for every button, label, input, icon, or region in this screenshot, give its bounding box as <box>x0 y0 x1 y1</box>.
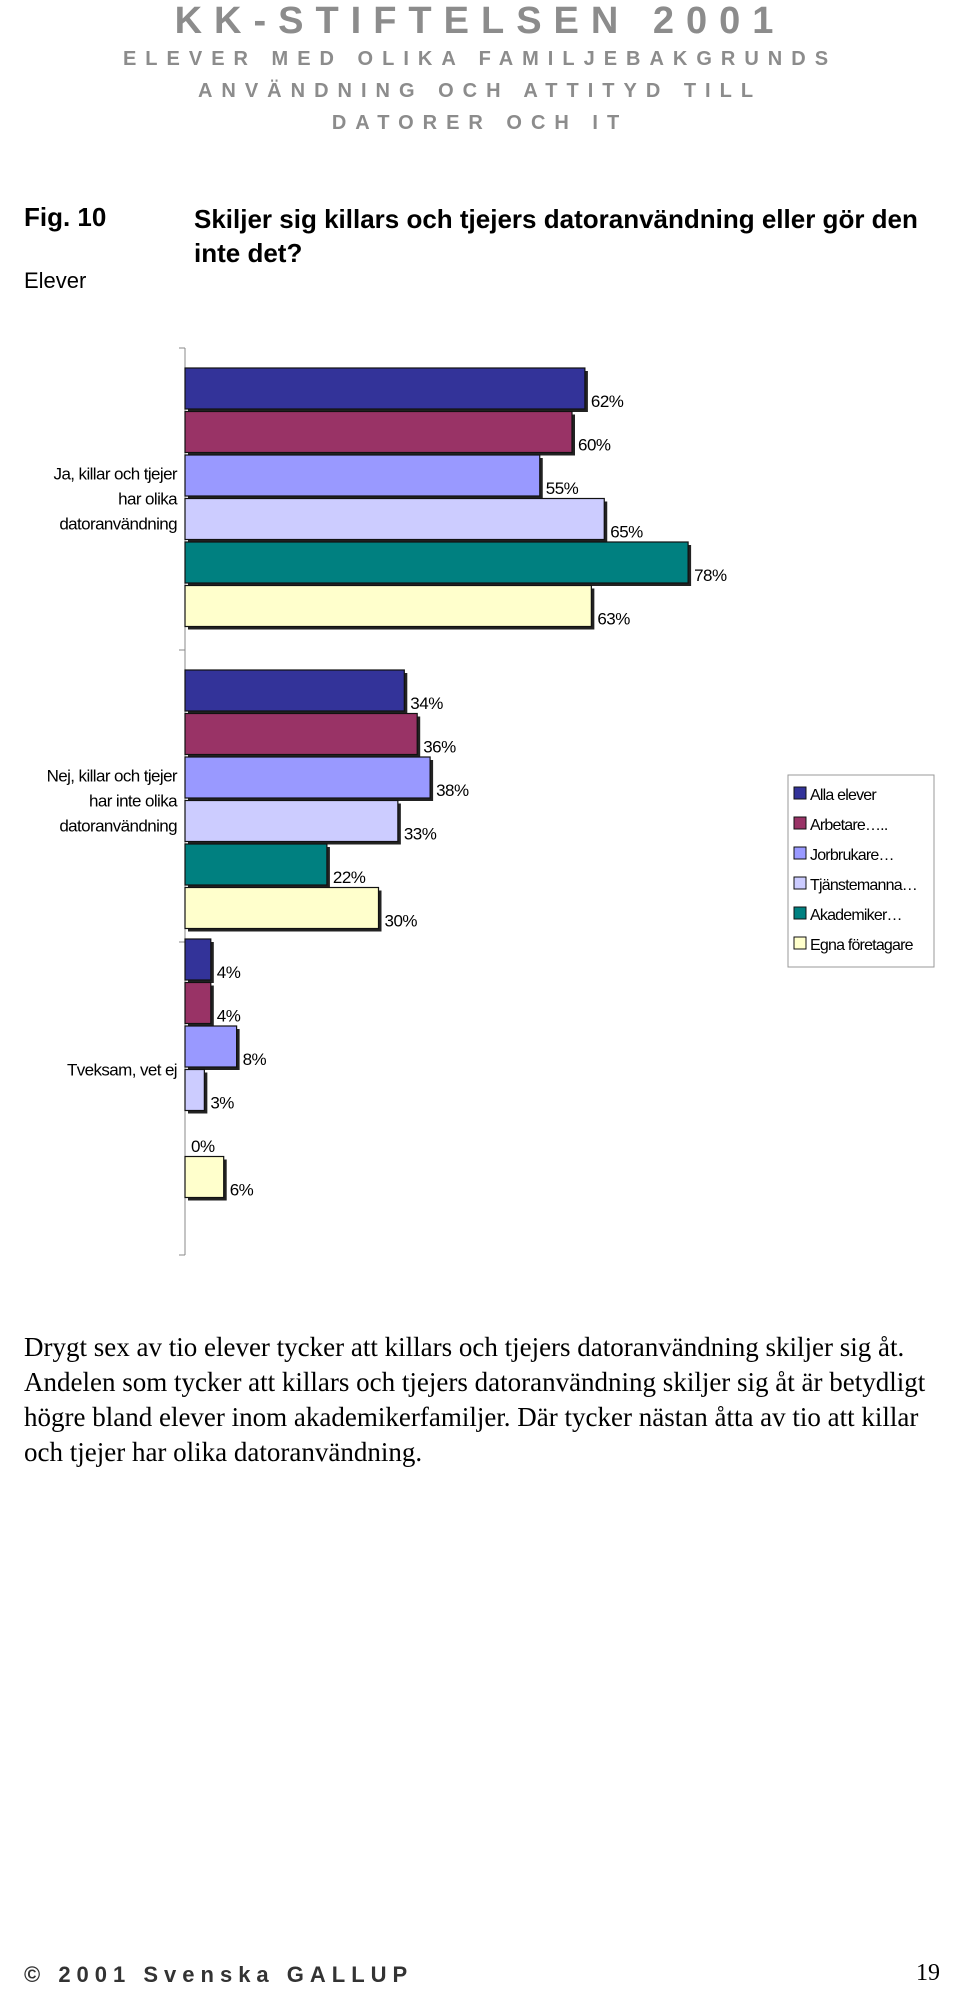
bar-arbetare <box>185 714 417 755</box>
legend-label: Alla elever <box>810 787 876 804</box>
category-label: har inte olika <box>89 791 177 811</box>
data-label: 0% <box>191 1137 215 1156</box>
figure-label: Fig. 10 <box>24 202 107 232</box>
data-label: 36% <box>423 737 456 757</box>
legend-swatch-alla-elever <box>794 787 806 799</box>
bar-akademiker <box>185 844 327 885</box>
data-label: 65% <box>610 522 643 542</box>
data-label: 38% <box>436 781 469 800</box>
bar-arbetare <box>185 412 572 453</box>
data-label: 22% <box>332 868 366 887</box>
bar-chart <box>0 340 960 1270</box>
legend-label: Jorbrukare… <box>810 847 894 864</box>
bar-arbetare <box>185 983 211 1024</box>
category-label: datoranvändning <box>59 816 177 836</box>
figure-question: Skiljer sig killars och tjejers datoranvändning eller gör den inte det? <box>194 204 918 268</box>
body-paragraph: Drygt sex av tio elever tycker att killars och tjejers datoranvändning skiljer sig åt. Andelen som tycker att killars och tjejers datoranvändning skiljer sig åt är betydligt högre bland elever inom akademikerfamiljer. Där tycker nästan åtta av tio att killar och tjejer har olika datoranvändning. <box>24 1332 926 1467</box>
bar-tjänstemanna <box>185 801 398 842</box>
data-label: 33% <box>403 824 437 844</box>
data-label: 3% <box>210 1093 234 1113</box>
legend-label: Tjänstemanna… <box>810 877 917 894</box>
footer-publisher: © 2001 Svenska GALLUP <box>24 1962 414 1987</box>
report-subtitle-line1: ELEVER MED OLIKA FAMILJEBAKGRUNDS <box>122 48 838 70</box>
chart-legend <box>788 775 934 967</box>
category-label: har olika <box>118 489 177 509</box>
category-labels <box>47 465 179 1080</box>
category-label: Nej, killar och tjejer <box>46 766 177 786</box>
category-label: datoranvändning <box>59 514 177 534</box>
legend-swatch-jorbrukare <box>794 847 806 859</box>
bar-tjänstemanna <box>185 1070 204 1111</box>
category-label: Tveksam, vet ej <box>66 1060 177 1080</box>
bar-egna-företagare <box>185 888 379 929</box>
data-label: 55% <box>545 479 579 498</box>
category-label: Ja, killar och tjejer <box>53 464 177 484</box>
bar-egna-företagare <box>185 586 591 627</box>
data-label: 30% <box>384 911 418 931</box>
legend-label: Egna företagare <box>810 937 913 954</box>
bar-jorbrukare <box>185 455 540 496</box>
legend-swatch-tjänstemanna <box>794 877 806 889</box>
data-label: 4% <box>216 963 241 982</box>
report-subtitle-line3: DATORER OCH IT <box>331 112 629 134</box>
legend-swatch-egna-företagare <box>794 937 806 949</box>
bar-alla-elever <box>185 368 585 409</box>
data-label: 62% <box>590 392 624 411</box>
page-number: 19 <box>916 1960 940 1986</box>
data-label: 4% <box>216 1006 241 1026</box>
data-label: 78% <box>694 566 727 585</box>
data-label: 63% <box>597 609 630 629</box>
bar-akademiker <box>185 542 688 583</box>
chart-bars <box>185 368 727 1201</box>
bar-jorbrukare <box>185 1026 237 1067</box>
figure-sublabel: Elever <box>24 268 87 293</box>
legend-label: Arbetare….. <box>810 817 888 834</box>
bar-tjänstemanna <box>185 499 604 540</box>
bar-egna-företagare <box>185 1157 224 1198</box>
legend-swatch-arbetare <box>794 817 806 829</box>
chart-axis <box>179 348 185 1255</box>
report-title: KK-STIFTELSEN 2001 <box>174 0 786 42</box>
data-label: 34% <box>410 694 443 713</box>
data-label: 60% <box>578 435 611 455</box>
data-label: 8% <box>242 1050 267 1069</box>
data-label: 6% <box>229 1180 254 1200</box>
bar-jorbrukare <box>185 757 430 798</box>
bar-alla-elever <box>185 670 404 711</box>
legend-swatch-akademiker <box>794 907 806 919</box>
bar-alla-elever <box>185 939 211 980</box>
legend-label: Akademiker… <box>810 907 902 924</box>
report-subtitle-line2: ANVÄNDNING OCH ATTITYD TILL <box>197 80 763 102</box>
